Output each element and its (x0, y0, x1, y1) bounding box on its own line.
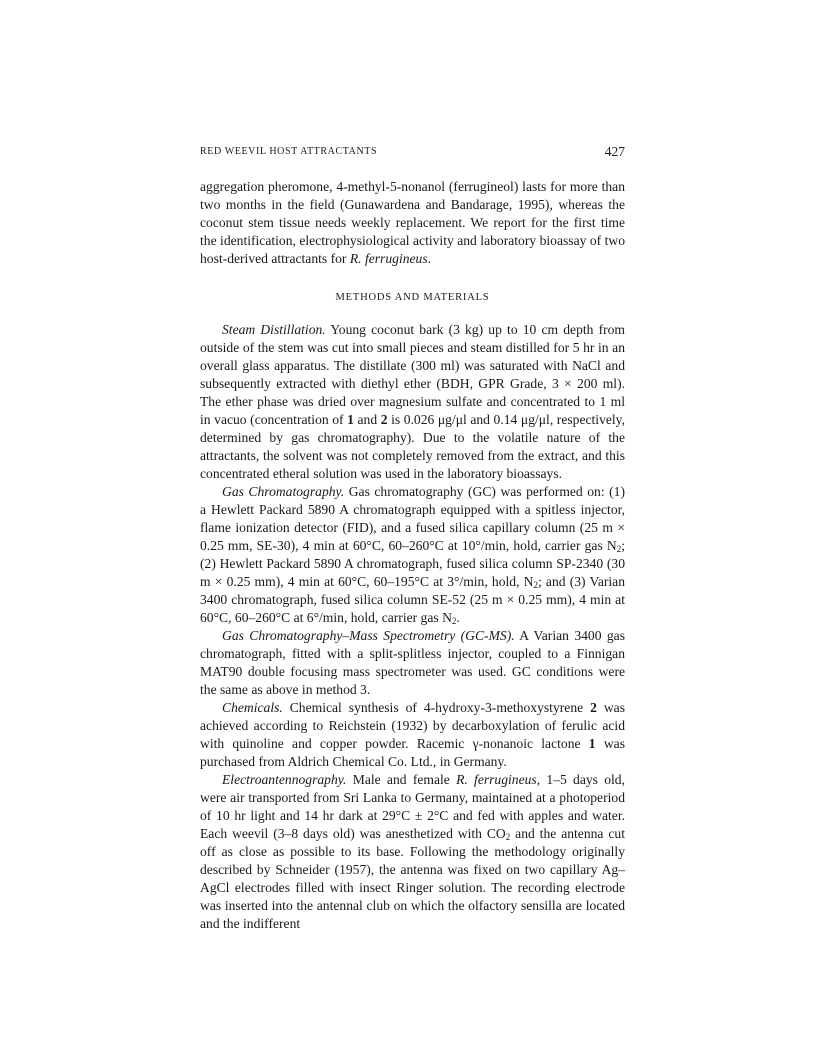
subscript: 2 (533, 580, 538, 590)
gc-ms-paragraph (200, 627, 625, 699)
paragraph-text: Chemical synthesis of 4-hydroxy-3-methoxystyrene (282, 700, 591, 715)
paragraph-heading: Chemicals. (222, 700, 283, 715)
paragraph-text: , 1–5 days old, were air transported from Sri Lanka to Germany, maintained at a photoperiod of 10 hr light and 14 hr dark at 29°C ± 2°C and fed with apples and water. Each weevil (3–8 days old) was anesthetized with CO (200, 772, 626, 841)
intro-text: aggregation pheromone, 4-methyl-5-nonanol (ferrugineol) lasts for more than two months in the field (Gunawardena and Bandarage, 1995), whereas the coconut stem tissue needs weekly replacement. We report for the first time the identification, electrophysiological activity and laboratory bioassay of two host-derived attractants for (200, 179, 625, 266)
steam-distillation-paragraph (200, 321, 625, 483)
running-head (200, 144, 625, 160)
methods-body (200, 321, 625, 933)
paragraph-text: was purchased from Aldrich Chemical Co. Ltd., in Germany. (200, 736, 625, 769)
paragraph-heading: Gas Chromatography. (222, 484, 345, 499)
paragraph-text: . (456, 610, 460, 625)
paragraph-heading: Steam Distillation. (222, 322, 326, 337)
paragraph-text: Gas chromatography (GC) was performed on: (1) a Hewlett Packard 5890 A chromatograph equipped with a spitless injector, flame ionization detector (FID), and a fused silica capillary column (25 m × 0.25 mm, SE-30), 4 min at 60°C, 60–260°C at 10°/min, hold, carrier gas N (200, 484, 625, 553)
running-head-title: RED WEEVIL HOST ATTRACTANTS (200, 146, 378, 157)
paragraph-text: was achieved according to Reichstein (1932) by decarboxylation of ferulic acid with quinoline and copper powder. Racemic γ-nonanoic lactone (200, 700, 625, 751)
paragraph-text: and (353, 412, 381, 427)
gas-chromatography-paragraph (200, 483, 625, 627)
paragraph-text: ; and (3) Varian 3400 chromatograph, fused silica column SE-52 (25 m × 0.25 mm), 4 min at 60°C, 60–260°C at 6°/min, hold, carrier gas N (200, 574, 625, 625)
paragraph-text: and the antenna cut off as close as possible to its base. Following the methodology originally described by Schneider (1957), the antenna was fixed on two capillary Ag–AgCl electrodes filled with insect Ringer solution. The recording electrode was inserted into the antennal club on which the olfactory sensilla are located and the indifferent (200, 826, 625, 931)
chemicals-paragraph (200, 699, 625, 771)
subscript: 2 (451, 616, 457, 626)
intro-paragraph (200, 178, 625, 268)
page-number: 427 (604, 144, 625, 159)
compound-number: 1 (588, 736, 596, 751)
paragraph-text: is 0.026 μg/μl and 0.14 μg/μl, respectively, determined by gas chromatography). Due to the volatile nature of the attractants, the solvent was not completely removed from the extract, and this concentrated etheral solution was used in the laboratory bioassays. (200, 412, 625, 481)
subscript: 2 (505, 832, 511, 842)
subscript: 2 (616, 544, 622, 554)
species-name: R. ferrugineus (349, 251, 428, 266)
paragraph-text: A Varian 3400 gas chromatograph, fitted with a split-splitless injector, coupled to a Finnigan MAT90 double focusing mass spectrometer was used. GC conditions were the same as above in method 3. (200, 628, 626, 697)
paragraph-text: Male and female (346, 772, 457, 787)
compound-number: 2 (380, 412, 388, 427)
paragraph-text: Young coconut bark (3 kg) up to 10 cm depth from outside of the stem was cut into small pieces and steam distilled for 5 hr in an overall glass apparatus. The distillate (300 ml) was saturated with NaCl and subsequently extracted with diethyl ether (BDH, GPR Grade, 3 × 200 ml). The ether phase was dried over magnesium sulfate and concentrated to 1 ml in vacuo (concentration of (200, 322, 625, 427)
compound-number: 2 (590, 700, 597, 715)
paragraph-text: ; (2) Hewlett Packard 5890 A chromatograph, fused silica column SP-2340 (30 m × 0.25 mm), 4 min at 60°C, 60–195°C at 3°/min, hold, N (200, 538, 625, 589)
paragraph-heading: Electroantennography. (222, 772, 347, 787)
paragraph-heading: Gas Chromatography–Mass Spectrometry (GC-MS). (222, 628, 515, 643)
species-name: R. ferrugineus (456, 772, 537, 787)
intro-end: . (427, 251, 432, 266)
compound-number: 1 (347, 412, 354, 427)
section-heading: METHODS AND MATERIALS (335, 292, 490, 303)
electroantennography-paragraph (200, 771, 625, 933)
